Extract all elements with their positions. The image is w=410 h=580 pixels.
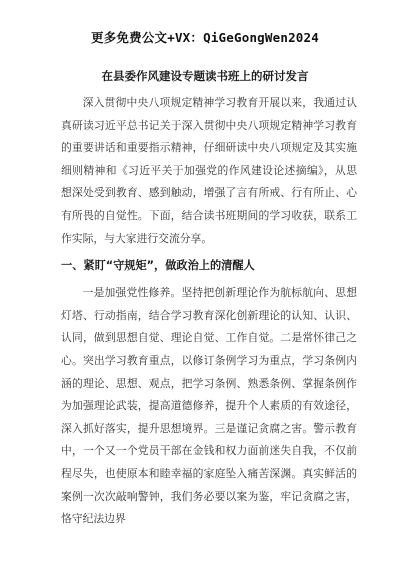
promo-banner: 更多免费公文+VX：QiGeGongWen2024 (91, 30, 319, 45)
intro-paragraph: 深入贯彻中央八项规定精神学习教育开展以来，我通过认真研读习近平总书记关于深入贯彻中央八项规定精神学习教育的重要讲话和重要指示精神，仔细研读中央八项规定及其实施细则精神和《习近平关于加强党的作风建设论述摘编》，从思想深处受到教育、感到触动，增强了言有所戒、行有所止、心有所畏的自觉性。下面，结合读书班期间的学习收获，联系工作实际，与大家进行交流分享。 (61, 96, 357, 245)
document-title: 在县委作风建设专题读书班上的研讨发言 (101, 69, 309, 83)
section-heading-1: 一、紧盯“守规矩”，做政治上的清醒人 (61, 259, 255, 273)
section-1-paragraph: 一是加强党性修养。坚持把创新理论作为航标航向、思想灯塔、行动指南，结合学习教育深化创新理论的认知、认识、认同，做到思想自觉、理论自觉、工作自觉。二是常怀律己之心。突出学习教育重点，以修订条例学习为重点，学习条例内涵的理论、思想、观点，把学习条例、熟悉条例、掌握条例作为加强理论武装，提高道德修养，提升个人素质的有效途径，深入抓好落实，提升思想境界。三是谨记贪腐之害。警示教育中，一个又一个党员干部在金钱和权力面前迷失自我，不仅前程尽失，也使原本和睦幸福的家庭坠入痛苦深渊。真实鲜活的案例一次次敲响警钟，我们务必要以案为鉴，牢记贪腐之害，恪守纪法边界 (61, 286, 357, 526)
document-body (61, 92, 357, 531)
